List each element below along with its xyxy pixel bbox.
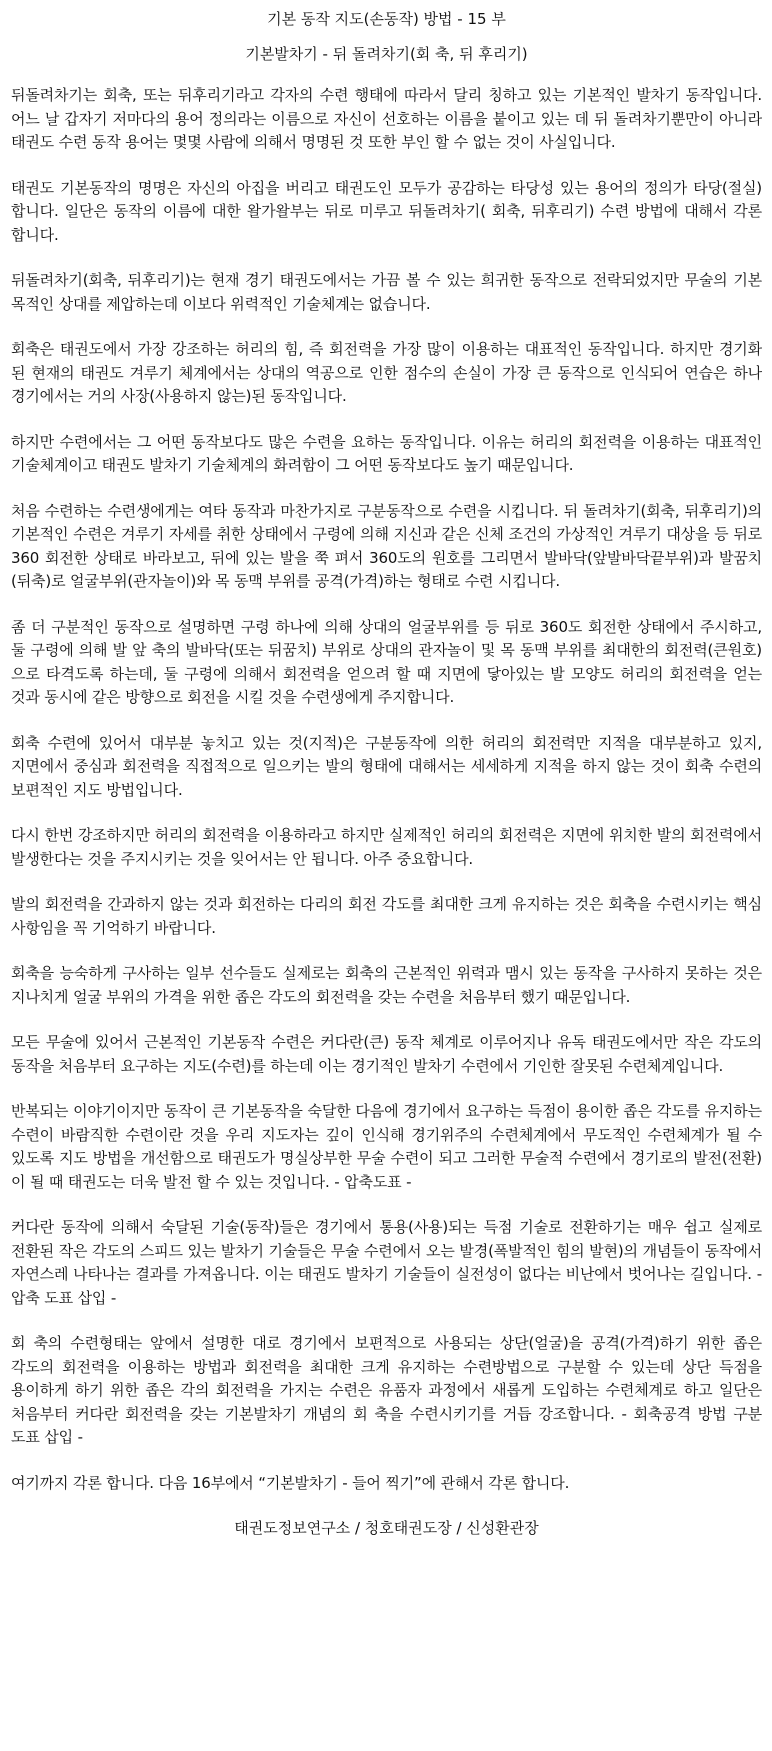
paragraph: 회 축의 수련형태는 앞에서 설명한 대로 경기에서 보편적으로 사용되는 상단(얼굴)을 공격(가격)하기 위한 좁은 각도의 회전력을 이용하는 방법과 회전력을 최대한 크게 유지하는 수련방법으로 구분할 수 있는데 상단 득점을 용이하게 하기 위한 좁은 각의 회전력을 가지는 수련은 유품자 과정에서 새롭게 도입하는 수련체계로 하고 일단은 처음부터 커다란 회전력을 갖는 기본발차기 개념의 회 축을 수련시키기를 거듭 강조합니다. - 회축공격 방법 구분 도표 삽입 -	[11, 1334, 762, 1446]
paragraph: 다시 한번 강조하지만 허리의 회전력을 이용하라고 하지만 실제적인 허리의 회전력은 지면에 위치한 발의 회전력에서 발생한다는 것을 주지시키는 것을 잊어서는 안 됩니다. 아주 중요합니다.	[11, 826, 762, 868]
paragraph: 모든 무술에 있어서 근본적인 기본동작 수련은 커다란(큰) 동작 체계로 이루어지나 유독 태권도에서만 작은 각도의 동작을 처음부터 요구하는 지도(수련)를 하는데 이는 경기적인 발차기 수련에서 기인한 잘못된 수련체계입니다.	[11, 1033, 762, 1075]
paragraph: 뒤돌려차기는 회축, 또는 뒤후리기라고 각자의 수련 행태에 따라서 달리 칭하고 있는 기본적인 발차기 동작입니다. 어느 날 갑자기 저마다의 용어 정의라는 이름으로 자신이 선호하는 이름을 붙이고 있는 데 뒤 돌려차기뿐만이 아니라 태권도 수련 동작 용어는 몇몇 사람에 의해서 명명된 것 또한 부인 할 수 없는 것이 사실입니다.	[11, 86, 762, 151]
paragraph: 회축을 능숙하게 구사하는 일부 선수들도 실제로는 회축의 근본적인 위력과 맴시 있는 동작을 구사하지 못하는 것은 지나치게 얼굴 부위의 가격을 위한 좁은 각도의 회전력을 갖는 수련을 처음부터 했기 때문입니다.	[11, 964, 762, 1006]
article-subtitle: 기본발차기 - 뒤 돌려차기(회 축, 뒤 후리기)	[245, 45, 528, 63]
paragraph: 하지만 수련에서는 그 어떤 동작보다도 많은 수련을 요하는 동작입니다. 이유는 허리의 회전력을 이용하는 대표적인 기술체계이고 태권도 발차기 기술체계의 화려함이 그 어떤 동작보다도 높기 때문입니다.	[11, 432, 762, 474]
paragraph: 반복되는 이야기이지만 동작이 큰 기본동작을 숙달한 다음에 경기에서 요구하는 득점이 용이한 좁은 각도를 유지하는 수련이 바람직한 수련이란 것을 우리 지도자는 깊이 인식해 경기위주의 수련체계에서 무도적인 수련체계가 될 수 있도록 지도 방법을 개선함으로 태권도가 명실상부한 무술 수련이 되고 그러한 무술적 수련에서 경기로의 발전(전환)이 될 때 태권도는 더욱 발전 할 수 있는 것입니다. - 압축도표 -	[11, 1102, 762, 1191]
paragraph: 여기까지 각론 합니다. 다음 16부에서 “기본발차기 - 들어 찍기”에 관해서 각론 합니다.	[11, 1473, 570, 1492]
paragraph: 커다란 동작에 의해서 숙달된 기술(동작)들은 경기에서 통용(사용)되는 득점 기술로 전환하기는 매우 쉽고 실제로 전환된 작은 각도의 스피드 있는 발차기 기술들은 무술 수련에서 오는 발경(폭발적인 힘의 발현)의 개념들이 동작에서 자연스레 나타나는 결과를 가져옵니다. 이는 태권도 발차기 기술들이 실전성이 없다는 비난에서 벗어나는 길입니다. - 압축 도표 삽입 -	[11, 1218, 762, 1307]
paragraph: 발의 회전력을 간과하지 않는 것과 회전하는 다리의 회전 각도를 최대한 크게 유지하는 것은 회축을 수련시키는 핵심 사항임을 꼭 기억하기 바랍니다.	[11, 895, 762, 937]
article-title: 기본 동작 지도(손동작) 방법 - 15 부	[267, 10, 506, 28]
paragraph: 회축은 태권도에서 가장 강조하는 허리의 힘, 즉 회전력을 가장 많이 이용하는 대표적인 동작입니다. 하지만 경기화 된 현재의 태권도 겨루기 체계에서는 상대의 역공으로 인한 점수의 손실이 가장 큰 동작으로 인식되어 연습은 하나 경기에서는 거의 사장(사용하지 않는)된 동작입니다.	[11, 340, 762, 405]
paragraph: 회축 수련에 있어서 대부분 놓치고 있는 것(지적)은 구분동작에 의한 허리의 회전력만 지적을 대부분하고 있지, 지면에서 중심과 회전력을 직접적으로 일으키는 발의 형태에 대해서는 세세하게 지적을 하지 않는 것이 회축 수련의 보편적인 지도 방법입니다.	[11, 733, 762, 799]
paragraph: 좀 더 구분적인 동작으로 설명하면 구령 하나에 의해 상대의 얼굴부위를 등 뒤로 360도 회전한 상태에서 주시하고, 둘 구령에 의해 발 앞 축의 발바닥(또는 뒤꿈치) 부위로 상대의 관자놀이 및 목 동맥 부위를 최대한의 회전력(큰원호)으로 타격도록 하는데, 둘 구령에 의해서 회전력을 얻으려 할 때 지면에 닿아있는 발 모양도 허리의 회전력을 얻는 것과 동시에 같은 방향으로 회전을 시킬 것을 수련생에게 주지합니다.	[11, 617, 762, 706]
paragraph: 뒤돌려차기(회축, 뒤후리기)는 현재 경기 태권도에서는 가끔 볼 수 있는 희귀한 동작으로 전락되었지만 무술의 기본 목적인 상대를 제압하는데 이보다 위력적인 기술체계는 없습니다.	[11, 271, 762, 313]
paragraph: 처음 수련하는 수련생에게는 여타 동작과 마찬가지로 구분동작으로 수련을 시킵니다. 뒤 돌려차기(회축, 뒤후리기)의 기본적인 수련은 겨루기 자세를 취한 상태에서 구령에 의해 지신과 같은 신체 조건의 가상적인 겨루기 대상을 등 뒤로 360 회전한 상태로 바라보고, 뒤에 있는 발을 쭉 펴서 360도의 원호를 그리면서 발바닥(앞발바닥끝부위)과 발꿈치(뒤축)로 얼굴부위(관자놀이)와 목 동맥 부위를 공격(가격)하는 형태로 수련 시킵니다.	[11, 501, 762, 590]
article-footer: 태권도정보연구소 / 청호태권도장 / 신성환관장	[234, 1519, 539, 1537]
paragraph: 태권도 기본동작의 명명은 자신의 아집을 버리고 태권도인 모두가 공감하는 타당성 있는 용어의 정의가 타당(절실)합니다. 일단은 동작의 이름에 대한 왈가왈부는 뒤로 미루고 뒤돌려차기( 회축, 뒤후리기) 수련 방법에 대해서 각론 합니다.	[11, 178, 762, 244]
